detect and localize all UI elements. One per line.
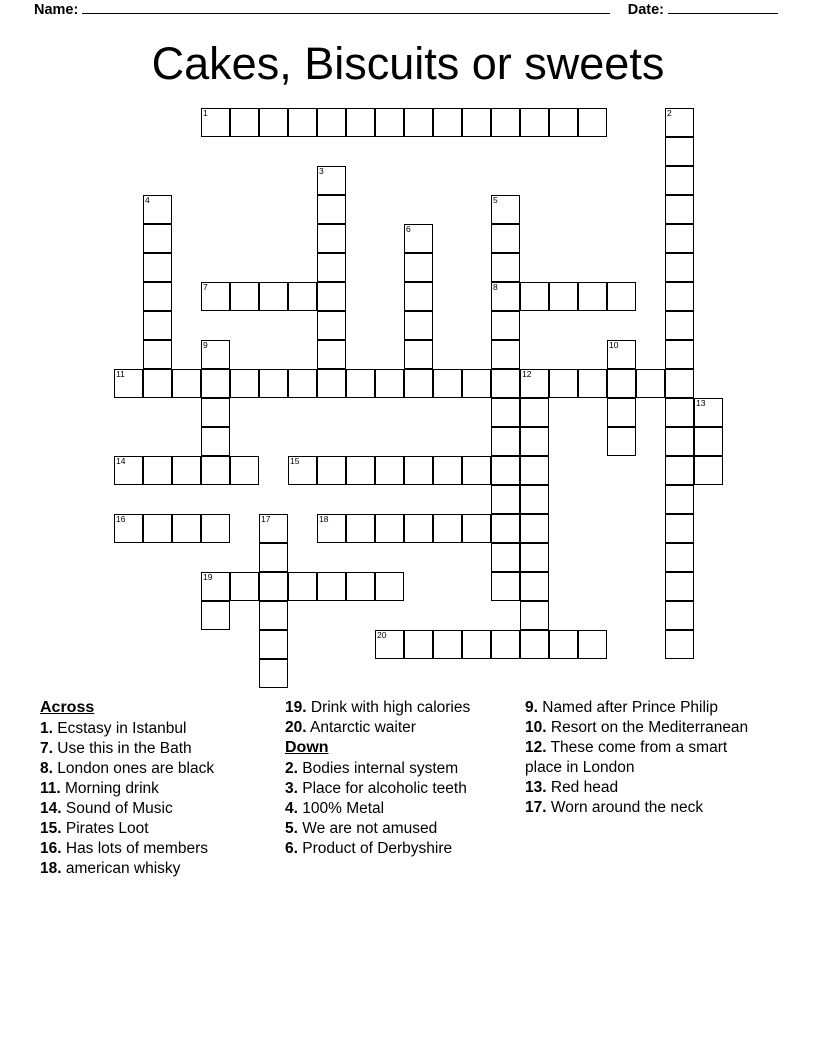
clue-item (40, 799, 271, 819)
cell-number: 11 (116, 369, 125, 379)
crossword-cell[interactable] (143, 253, 172, 282)
crossword-cell[interactable] (143, 340, 172, 369)
clue-text: Red head (546, 779, 619, 796)
crossword-cell[interactable] (665, 340, 694, 369)
crossword-cell[interactable] (665, 369, 694, 398)
crossword-cell[interactable] (607, 369, 636, 398)
crossword-cell[interactable] (317, 282, 346, 311)
crossword-cell[interactable] (201, 427, 230, 456)
crossword-cell[interactable] (404, 224, 433, 253)
clue-number: 12. (525, 739, 547, 756)
crossword-cell[interactable] (520, 398, 549, 427)
crossword-cell[interactable] (230, 282, 259, 311)
crossword-cell[interactable] (404, 253, 433, 282)
crossword-cell[interactable] (520, 456, 549, 485)
crossword-cell[interactable] (491, 253, 520, 282)
crossword-cell[interactable] (172, 514, 201, 543)
crossword-cell[interactable] (491, 398, 520, 427)
across-clues-part-1 (40, 719, 271, 879)
clues-section (40, 698, 776, 998)
crossword-cell[interactable] (317, 340, 346, 369)
clue-item (285, 779, 511, 799)
clue-item (285, 718, 511, 738)
crossword-cell[interactable] (201, 514, 230, 543)
crossword-cell[interactable] (201, 282, 230, 311)
clue-number: 20. (285, 719, 307, 736)
crossword-cell[interactable] (201, 369, 230, 398)
crossword-cell[interactable] (665, 137, 694, 166)
crossword-cell[interactable] (491, 572, 520, 601)
crossword-cell[interactable] (578, 630, 607, 659)
crossword-cell[interactable] (694, 456, 723, 485)
crossword-cell[interactable] (404, 108, 433, 137)
crossword-cell[interactable] (143, 514, 172, 543)
clue-number: 5. (285, 820, 298, 837)
crossword-cell[interactable] (172, 456, 201, 485)
crossword-cell[interactable] (491, 485, 520, 514)
crossword-cell[interactable] (636, 369, 665, 398)
crossword-cell[interactable] (433, 514, 462, 543)
crossword-cell[interactable] (317, 108, 346, 137)
across-clues-part-2 (285, 698, 511, 738)
crossword-cell[interactable] (230, 456, 259, 485)
clue-text: London ones are black (52, 760, 215, 777)
crossword-cell[interactable] (404, 311, 433, 340)
crossword-cell[interactable] (201, 601, 230, 630)
crossword-cell[interactable] (578, 369, 607, 398)
crossword-cell[interactable] (375, 108, 404, 137)
crossword-cell[interactable] (665, 224, 694, 253)
crossword-cell[interactable] (491, 514, 520, 543)
crossword-cell[interactable] (433, 369, 462, 398)
crossword-cell[interactable] (520, 630, 549, 659)
clue-item (40, 839, 271, 859)
clue-number: 10. (525, 719, 547, 736)
clue-number: 17. (525, 799, 547, 816)
clue-number: 4. (285, 800, 298, 817)
crossword-cell[interactable] (520, 514, 549, 543)
crossword-cell[interactable] (288, 108, 317, 137)
down-heading: Down (285, 739, 329, 756)
crossword-cell[interactable] (520, 369, 549, 398)
crossword-cell[interactable] (259, 282, 288, 311)
crossword-cell[interactable] (404, 282, 433, 311)
crossword-cell[interactable] (201, 340, 230, 369)
crossword-cell[interactable] (317, 311, 346, 340)
crossword-cell[interactable] (143, 369, 172, 398)
cell-number: 10 (609, 340, 619, 350)
crossword-cell[interactable] (665, 398, 694, 427)
clue-text: Place for alcoholic teeth (297, 780, 467, 797)
crossword-cell[interactable] (317, 514, 346, 543)
crossword-cell[interactable] (665, 427, 694, 456)
clue-number: 19. (285, 699, 307, 716)
crossword-cell[interactable] (288, 369, 317, 398)
cell-number: 7 (203, 282, 208, 292)
cell-number: 17 (261, 514, 271, 524)
clue-text: Antarctic waiter (306, 719, 416, 736)
cell-number: 16 (116, 514, 126, 524)
clues-column-1 (40, 698, 285, 998)
crossword-cell[interactable] (520, 543, 549, 572)
clue-number: 8. (40, 760, 53, 777)
crossword-cell[interactable] (375, 514, 404, 543)
clue-item (40, 739, 271, 759)
crossword-cell[interactable] (607, 398, 636, 427)
crossword-cell[interactable] (665, 543, 694, 572)
crossword-cell[interactable] (317, 166, 346, 195)
crossword-cell[interactable] (288, 572, 317, 601)
crossword-cell[interactable] (549, 282, 578, 311)
crossword-cell[interactable] (143, 195, 172, 224)
clue-text: Sound of Music (61, 800, 173, 817)
cell-number: 18 (319, 514, 329, 524)
crossword-cell[interactable] (375, 456, 404, 485)
name-label: Name: (34, 2, 79, 18)
crossword-cell[interactable] (259, 572, 288, 601)
clue-text: Resort on the Mediterranean (546, 719, 749, 736)
clue-text: Has lots of members (61, 840, 208, 857)
crossword-grid[interactable] (0, 104, 816, 694)
crossword-cell[interactable] (491, 282, 520, 311)
clue-item (285, 799, 511, 819)
crossword-cell[interactable] (114, 369, 143, 398)
crossword-cell[interactable] (230, 369, 259, 398)
crossword-cell[interactable] (607, 340, 636, 369)
cell-number: 6 (406, 224, 411, 234)
clue-item (40, 819, 271, 839)
clue-text: american whisky (61, 860, 181, 877)
crossword-cell[interactable] (665, 572, 694, 601)
clue-item (40, 779, 271, 799)
crossword-cell[interactable] (491, 543, 520, 572)
crossword-cell[interactable] (665, 108, 694, 137)
clue-number: 14. (40, 800, 62, 817)
clue-text: These come from a smart place in London (525, 739, 728, 776)
crossword-cell[interactable] (491, 195, 520, 224)
crossword-cell[interactable] (259, 369, 288, 398)
clue-item (525, 718, 756, 738)
crossword-cell[interactable] (491, 108, 520, 137)
clue-text: Worn around the neck (546, 799, 704, 816)
crossword-cell[interactable] (520, 572, 549, 601)
cell-number: 13 (696, 398, 706, 408)
crossword-cell[interactable] (520, 108, 549, 137)
cell-number: 1 (203, 108, 208, 118)
crossword-cell[interactable] (259, 543, 288, 572)
crossword-cell[interactable] (317, 572, 346, 601)
clue-number: 2. (285, 760, 298, 777)
crossword-cell[interactable] (665, 630, 694, 659)
crossword-cell[interactable] (491, 456, 520, 485)
clue-item (285, 698, 511, 718)
crossword-cell[interactable] (665, 514, 694, 543)
crossword-cell[interactable] (317, 195, 346, 224)
crossword-cell[interactable] (491, 224, 520, 253)
crossword-cell[interactable] (462, 630, 491, 659)
clue-text: Named after Prince Philip (537, 699, 718, 716)
crossword-cell[interactable] (665, 195, 694, 224)
crossword-cell[interactable] (520, 282, 549, 311)
crossword-cell[interactable] (665, 166, 694, 195)
crossword-cell[interactable] (491, 369, 520, 398)
clue-number: 15. (40, 820, 62, 837)
crossword-cell[interactable] (201, 572, 230, 601)
crossword-cell[interactable] (462, 514, 491, 543)
crossword-cell[interactable] (549, 369, 578, 398)
crossword-cell[interactable] (317, 369, 346, 398)
crossword-cell[interactable] (665, 601, 694, 630)
crossword-cell[interactable] (375, 572, 404, 601)
across-heading: Across (40, 699, 95, 716)
clues-column-2 (285, 698, 525, 998)
page-title: Cakes, Biscuits or sweets (151, 38, 665, 89)
crossword-cell[interactable] (201, 108, 230, 137)
crossword-cell[interactable] (404, 514, 433, 543)
crossword-cell[interactable] (404, 630, 433, 659)
crossword-cell[interactable] (143, 282, 172, 311)
crossword-cell[interactable] (549, 630, 578, 659)
clue-item (40, 759, 271, 779)
crossword-cell[interactable] (143, 224, 172, 253)
crossword-cell[interactable] (578, 282, 607, 311)
clue-item (285, 839, 511, 859)
clue-number: 7. (40, 740, 53, 757)
clue-number: 3. (285, 780, 298, 797)
clue-number: 13. (525, 779, 547, 796)
crossword-cell[interactable] (462, 456, 491, 485)
crossword-cell[interactable] (201, 398, 230, 427)
crossword-cell[interactable] (346, 456, 375, 485)
clue-text: Drink with high calories (306, 699, 471, 716)
date-label: Date: (627, 2, 664, 18)
crossword-cell[interactable] (317, 224, 346, 253)
crossword-cell[interactable] (694, 398, 723, 427)
crossword-cell[interactable] (404, 340, 433, 369)
crossword-cell[interactable] (462, 369, 491, 398)
cell-number: 2 (667, 108, 672, 118)
crossword-cell[interactable] (520, 485, 549, 514)
date-blank-rule[interactable] (668, 13, 778, 14)
clue-text: Pirates Loot (61, 820, 149, 837)
clue-item (525, 738, 756, 778)
crossword-cell[interactable] (201, 456, 230, 485)
crossword-cell[interactable] (346, 572, 375, 601)
cell-number: 15 (290, 456, 300, 466)
cell-number: 19 (203, 572, 213, 582)
crossword-cell[interactable] (172, 369, 201, 398)
clue-item (525, 778, 756, 798)
crossword-cell[interactable] (288, 456, 317, 485)
clue-text: Ecstasy in Istanbul (52, 720, 187, 737)
clue-number: 9. (525, 699, 538, 716)
clue-item (525, 798, 756, 818)
crossword-cell[interactable] (346, 108, 375, 137)
crossword-cell[interactable] (143, 456, 172, 485)
clue-item (40, 859, 271, 879)
crossword-cell[interactable] (230, 572, 259, 601)
clue-number: 16. (40, 840, 62, 857)
crossword-cell[interactable] (665, 311, 694, 340)
crossword-cell[interactable] (114, 514, 143, 543)
crossword-cell[interactable] (288, 282, 317, 311)
clue-number: 1. (40, 720, 53, 737)
crossword-cell[interactable] (462, 108, 491, 137)
clue-text: Product of Derbyshire (297, 840, 453, 857)
clue-item (285, 819, 511, 839)
clues-column-3 (525, 698, 770, 998)
crossword-cell[interactable] (346, 514, 375, 543)
name-date-line (34, 2, 782, 24)
crossword-cell[interactable] (259, 108, 288, 137)
clue-item (525, 698, 756, 718)
cell-number: 4 (145, 195, 150, 205)
clue-number: 11. (40, 780, 61, 797)
crossword-cell[interactable] (491, 427, 520, 456)
down-clues-part-1 (285, 759, 511, 859)
cell-number: 8 (493, 282, 498, 292)
crossword-cell[interactable] (404, 456, 433, 485)
crossword-cell[interactable] (317, 456, 346, 485)
crossword-cell[interactable] (404, 369, 433, 398)
crossword-cell[interactable] (607, 427, 636, 456)
crossword-cell[interactable] (665, 253, 694, 282)
crossword-cell[interactable] (143, 311, 172, 340)
crossword-cell[interactable] (491, 311, 520, 340)
crossword-cell[interactable] (491, 340, 520, 369)
name-blank-rule[interactable] (82, 13, 609, 14)
clue-text: Use this in the Bath (52, 740, 192, 757)
crossword-cell[interactable] (317, 253, 346, 282)
crossword-cell[interactable] (230, 108, 259, 137)
crossword-cell[interactable] (433, 456, 462, 485)
crossword-cell[interactable] (665, 456, 694, 485)
clue-number: 6. (285, 840, 298, 857)
cell-number: 20 (377, 630, 387, 640)
cell-number: 5 (493, 195, 498, 205)
cell-number: 3 (319, 166, 324, 176)
crossword-cell[interactable] (433, 630, 462, 659)
clue-text: Bodies internal system (297, 760, 459, 777)
crossword-cell[interactable] (665, 485, 694, 514)
crossword-cell[interactable] (259, 659, 288, 688)
clue-number: 18. (40, 860, 62, 877)
crossword-cell[interactable] (375, 369, 404, 398)
crossword-cell[interactable] (259, 601, 288, 630)
crossword-cell[interactable] (259, 514, 288, 543)
crossword-cell[interactable] (665, 282, 694, 311)
crossword-cell[interactable] (114, 456, 143, 485)
crossword-cell[interactable] (694, 427, 723, 456)
crossword-cell[interactable] (259, 630, 288, 659)
crossword-cell[interactable] (520, 427, 549, 456)
crossword-cell[interactable] (607, 282, 636, 311)
crossword-cell[interactable] (346, 369, 375, 398)
clue-item (40, 719, 271, 739)
crossword-cell[interactable] (433, 108, 462, 137)
clue-text: 100% Metal (297, 800, 385, 817)
crossword-cell[interactable] (375, 630, 404, 659)
crossword-cell[interactable] (520, 601, 549, 630)
cell-number: 9 (203, 340, 208, 350)
clue-text: Morning drink (60, 780, 159, 797)
clue-item (285, 759, 511, 779)
down-clues-part-2 (525, 698, 756, 818)
crossword-cell[interactable] (491, 630, 520, 659)
crossword-cell[interactable] (578, 108, 607, 137)
cell-number: 14 (116, 456, 126, 466)
crossword-cell[interactable] (549, 108, 578, 137)
clue-text: We are not amused (297, 820, 438, 837)
cell-number: 12 (522, 369, 532, 379)
